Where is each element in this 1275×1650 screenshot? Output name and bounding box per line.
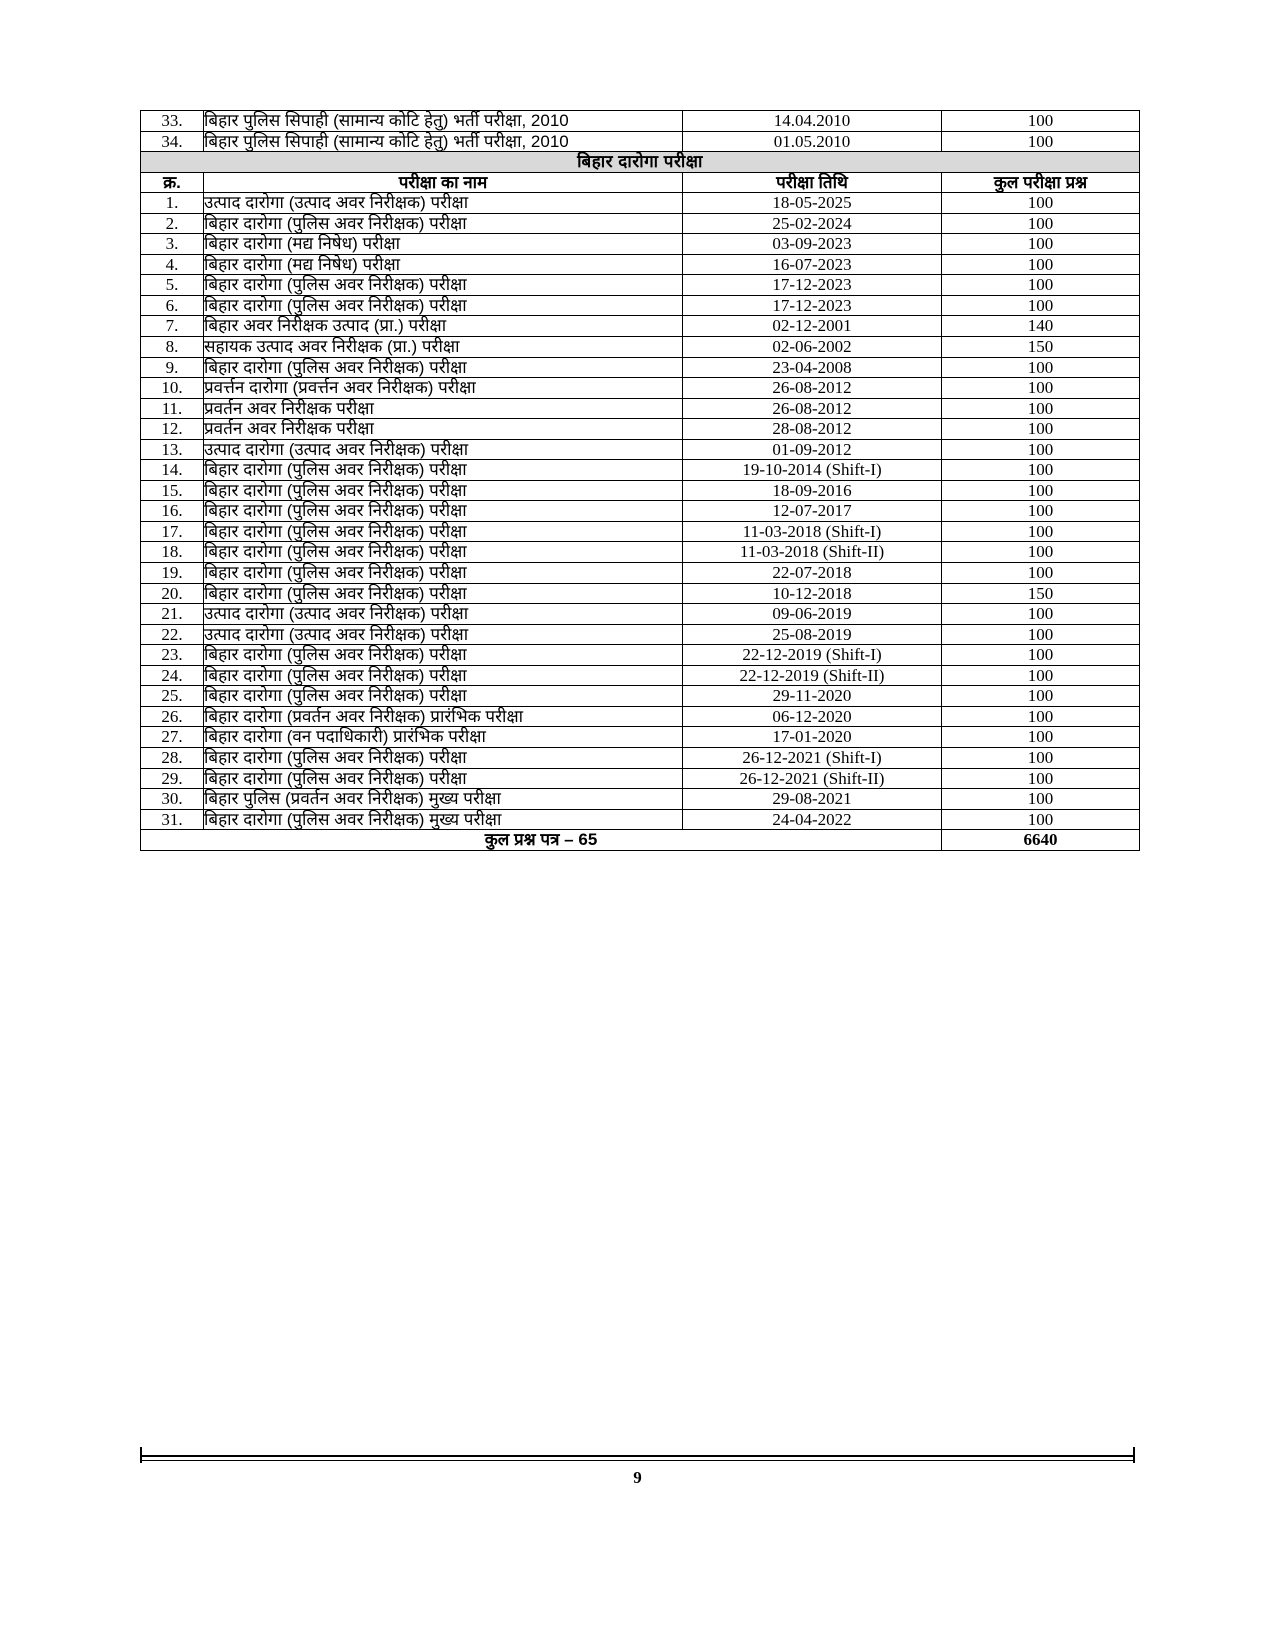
row-question-count: 100 — [942, 768, 1140, 789]
row-exam-name: बिहार दारोगा (पुलिस अवर निरीक्षक) परीक्षा — [204, 747, 683, 768]
table-row — [141, 357, 1140, 378]
row-question-count: 100 — [942, 254, 1140, 275]
row-question-count: 100 — [942, 193, 1140, 214]
row-exam-date: 26-08-2012 — [683, 378, 942, 399]
row-exam-name: उत्पाद दारोगा (उत्पाद अवर निरीक्षक) परीक्षा — [204, 439, 683, 460]
row-exam-date: 10-12-2018 — [683, 583, 942, 604]
row-serial: 28. — [141, 747, 204, 768]
row-question-count: 100 — [942, 234, 1140, 255]
row-question-count: 100 — [942, 460, 1140, 481]
row-exam-name: प्रवर्तन अवर निरीक्षक परीक्षा — [204, 419, 683, 440]
row-exam-name: बिहार दारोगा (पुलिस अवर निरीक्षक) परीक्षा — [204, 563, 683, 584]
row-exam-date: 16-07-2023 — [683, 254, 942, 275]
row-exam-name: बिहार दारोगा (पुलिस अवर निरीक्षक) परीक्षा — [204, 480, 683, 501]
row-exam-name: बिहार दारोगा (वन पदाधिकारी) प्रारंभिक परीक्षा — [204, 727, 683, 748]
row-serial: 20. — [141, 583, 204, 604]
row-question-count: 100 — [942, 480, 1140, 501]
row-serial: 31. — [141, 809, 204, 830]
row-exam-date: 28-08-2012 — [683, 419, 942, 440]
row-exam-name: उत्पाद दारोगा (उत्पाद अवर निरीक्षक) परीक्षा — [204, 193, 683, 214]
row-exam-name: बिहार दारोगा (मद्य निषेध) परीक्षा — [204, 234, 683, 255]
row-exam-name: बिहार दारोगा (पुलिस अवर निरीक्षक) परीक्षा — [204, 768, 683, 789]
row-exam-name: बिहार दारोगा (पुलिस अवर निरीक्षक) परीक्षा — [204, 501, 683, 522]
row-exam-date: 02-12-2001 — [683, 316, 942, 337]
row-exam-date: 29-08-2021 — [683, 789, 942, 810]
table-header-row — [141, 172, 1140, 193]
row-exam-date: 23-04-2008 — [683, 357, 942, 378]
row-exam-name: बिहार दारोगा (पुलिस अवर निरीक्षक) परीक्षा — [204, 275, 683, 296]
row-exam-date: 12-07-2017 — [683, 501, 942, 522]
table-row — [141, 398, 1140, 419]
row-exam-name: बिहार दारोगा (पुलिस अवर निरीक्षक) परीक्षा — [204, 295, 683, 316]
row-exam-date: 09-06-2019 — [683, 604, 942, 625]
row-question-count: 100 — [942, 645, 1140, 666]
row-exam-date: 17-01-2020 — [683, 727, 942, 748]
row-exam-name: बिहार दारोगा (प्रवर्तन अवर निरीक्षक) प्रारंभिक परीक्षा — [204, 706, 683, 727]
row-exam-date: 02-06-2002 — [683, 337, 942, 358]
row-exam-date: 26-08-2012 — [683, 398, 942, 419]
row-question-count: 150 — [942, 337, 1140, 358]
total-row — [141, 830, 1140, 851]
row-question-count: 100 — [942, 131, 1140, 152]
row-question-count: 100 — [942, 501, 1140, 522]
row-serial: 13. — [141, 439, 204, 460]
row-exam-date: 18-09-2016 — [683, 480, 942, 501]
row-question-count: 100 — [942, 624, 1140, 645]
row-exam-date: 14.04.2010 — [683, 111, 942, 132]
row-serial: 24. — [141, 665, 204, 686]
row-serial: 33. — [141, 111, 204, 132]
row-exam-date: 29-11-2020 — [683, 686, 942, 707]
row-exam-date: 11-03-2018 (Shift-II) — [683, 542, 942, 563]
row-exam-name: बिहार पुलिस सिपाही (सामान्य कोटि हेतु) भर्ती परीक्षा, 2010 — [204, 131, 683, 152]
table-row — [141, 275, 1140, 296]
table-row — [141, 295, 1140, 316]
row-question-count: 100 — [942, 111, 1140, 132]
table-row — [141, 583, 1140, 604]
row-exam-date: 26-12-2021 (Shift-II) — [683, 768, 942, 789]
row-exam-date: 11-03-2018 (Shift-I) — [683, 521, 942, 542]
row-question-count: 100 — [942, 419, 1140, 440]
row-serial: 3. — [141, 234, 204, 255]
table-row — [141, 809, 1140, 830]
row-exam-name: बिहार दारोगा (पुलिस अवर निरीक्षक) परीक्षा — [204, 665, 683, 686]
row-exam-name: बिहार दारोगा (पुलिस अवर निरीक्षक) परीक्षा — [204, 686, 683, 707]
section-title-row — [141, 152, 1140, 173]
footer-tick-right — [1133, 1447, 1135, 1463]
row-serial: 23. — [141, 645, 204, 666]
row-serial: 4. — [141, 254, 204, 275]
table-row — [141, 460, 1140, 481]
row-serial: 5. — [141, 275, 204, 296]
table-body — [141, 111, 1140, 851]
header-exam-name: परीक्षा का नाम — [204, 172, 683, 193]
exam-table — [140, 110, 1140, 851]
row-serial: 6. — [141, 295, 204, 316]
row-question-count: 150 — [942, 583, 1140, 604]
table-row — [141, 316, 1140, 337]
row-exam-date: 22-12-2019 (Shift-II) — [683, 665, 942, 686]
table-row — [141, 337, 1140, 358]
footer-divider — [140, 1455, 1135, 1461]
table-row — [141, 727, 1140, 748]
row-exam-name: उत्पाद दारोगा (उत्पाद अवर निरीक्षक) परीक्षा — [204, 604, 683, 625]
row-exam-name: बिहार दारोगा (पुलिस अवर निरीक्षक) परीक्षा — [204, 357, 683, 378]
row-exam-name: बिहार दारोगा (पुलिस अवर निरीक्षक) परीक्षा — [204, 645, 683, 666]
row-question-count: 100 — [942, 275, 1140, 296]
table-row — [141, 111, 1140, 132]
row-serial: 30. — [141, 789, 204, 810]
table-row — [141, 563, 1140, 584]
row-exam-name: उत्पाद दारोगा (उत्पाद अवर निरीक्षक) परीक्षा — [204, 624, 683, 645]
table-row — [141, 645, 1140, 666]
row-question-count: 100 — [942, 542, 1140, 563]
row-question-count: 100 — [942, 706, 1140, 727]
row-serial: 27. — [141, 727, 204, 748]
table-row — [141, 768, 1140, 789]
row-question-count: 100 — [942, 398, 1140, 419]
row-exam-date: 25-02-2024 — [683, 213, 942, 234]
table-row — [141, 706, 1140, 727]
row-question-count: 100 — [942, 563, 1140, 584]
row-serial: 16. — [141, 501, 204, 522]
row-question-count: 100 — [942, 789, 1140, 810]
row-exam-name: बिहार दारोगा (पुलिस अवर निरीक्षक) मुख्य परीक्षा — [204, 809, 683, 830]
header-question-count: कुल परीक्षा प्रश्न — [942, 172, 1140, 193]
row-exam-date: 19-10-2014 (Shift-I) — [683, 460, 942, 481]
table-row — [141, 419, 1140, 440]
table-row — [141, 542, 1140, 563]
row-question-count: 100 — [942, 809, 1140, 830]
row-question-count: 100 — [942, 665, 1140, 686]
row-exam-name: बिहार दारोगा (पुलिस अवर निरीक्षक) परीक्षा — [204, 583, 683, 604]
row-exam-name: बिहार पुलिस (प्रवर्तन अवर निरीक्षक) मुख्य परीक्षा — [204, 789, 683, 810]
row-exam-name: बिहार दारोगा (पुलिस अवर निरीक्षक) परीक्षा — [204, 460, 683, 481]
row-question-count: 100 — [942, 439, 1140, 460]
row-serial: 18. — [141, 542, 204, 563]
header-exam-date: परीक्षा तिथि — [683, 172, 942, 193]
table-row — [141, 439, 1140, 460]
row-serial: 12. — [141, 419, 204, 440]
row-exam-date: 01-09-2012 — [683, 439, 942, 460]
table-row — [141, 604, 1140, 625]
table-row — [141, 254, 1140, 275]
row-exam-name: बिहार अवर निरीक्षक उत्पाद (प्रा.) परीक्षा — [204, 316, 683, 337]
row-serial: 21. — [141, 604, 204, 625]
row-question-count: 100 — [942, 747, 1140, 768]
row-exam-name: बिहार दारोगा (पुलिस अवर निरीक्षक) परीक्षा — [204, 213, 683, 234]
row-question-count: 100 — [942, 727, 1140, 748]
total-value: 6640 — [942, 830, 1140, 851]
table-row — [141, 193, 1140, 214]
row-serial: 9. — [141, 357, 204, 378]
row-exam-date: 03-09-2023 — [683, 234, 942, 255]
table-row — [141, 686, 1140, 707]
row-serial: 10. — [141, 378, 204, 399]
row-serial: 34. — [141, 131, 204, 152]
row-serial: 17. — [141, 521, 204, 542]
row-question-count: 100 — [942, 378, 1140, 399]
row-serial: 25. — [141, 686, 204, 707]
table-row — [141, 131, 1140, 152]
row-serial: 29. — [141, 768, 204, 789]
row-serial: 22. — [141, 624, 204, 645]
row-exam-date: 17-12-2023 — [683, 295, 942, 316]
row-exam-name: बिहार दारोगा (पुलिस अवर निरीक्षक) परीक्षा — [204, 542, 683, 563]
row-exam-name: बिहार दारोगा (मद्य निषेध) परीक्षा — [204, 254, 683, 275]
row-exam-name: सहायक उत्पाद अवर निरीक्षक (प्रा.) परीक्षा — [204, 337, 683, 358]
row-serial: 14. — [141, 460, 204, 481]
table-row — [141, 665, 1140, 686]
row-question-count: 140 — [942, 316, 1140, 337]
table-row — [141, 521, 1140, 542]
page-number: 9 — [633, 1468, 642, 1487]
total-label: कुल प्रश्न पत्र – 65 — [141, 830, 942, 851]
row-exam-name: प्रवर्तन अवर निरीक्षक परीक्षा — [204, 398, 683, 419]
table-row — [141, 747, 1140, 768]
table-row — [141, 234, 1140, 255]
row-question-count: 100 — [942, 604, 1140, 625]
row-exam-date: 17-12-2023 — [683, 275, 942, 296]
table-row — [141, 378, 1140, 399]
table-row — [141, 624, 1140, 645]
row-question-count: 100 — [942, 295, 1140, 316]
row-exam-date: 24-04-2022 — [683, 809, 942, 830]
row-serial: 1. — [141, 193, 204, 214]
row-serial: 26. — [141, 706, 204, 727]
header-serial: क्र. — [141, 172, 204, 193]
row-exam-date: 06-12-2020 — [683, 706, 942, 727]
row-serial: 11. — [141, 398, 204, 419]
row-exam-date: 01.05.2010 — [683, 131, 942, 152]
row-exam-name: प्रवर्त्तन दारोगा (प्रवर्त्तन अवर निरीक्षक) परीक्षा — [204, 378, 683, 399]
row-question-count: 100 — [942, 686, 1140, 707]
row-exam-date: 26-12-2021 (Shift-I) — [683, 747, 942, 768]
row-question-count: 100 — [942, 357, 1140, 378]
row-serial: 2. — [141, 213, 204, 234]
row-exam-name: बिहार पुलिस सिपाही (सामान्य कोटि हेतु) भर्ती परीक्षा, 2010 — [204, 111, 683, 132]
row-exam-date: 22-12-2019 (Shift-I) — [683, 645, 942, 666]
table-row — [141, 213, 1140, 234]
row-exam-date: 22-07-2018 — [683, 563, 942, 584]
footer-tick-left — [140, 1447, 142, 1463]
row-question-count: 100 — [942, 521, 1140, 542]
row-serial: 19. — [141, 563, 204, 584]
row-serial: 8. — [141, 337, 204, 358]
row-serial: 7. — [141, 316, 204, 337]
table-row — [141, 480, 1140, 501]
row-serial: 15. — [141, 480, 204, 501]
row-exam-date: 25-08-2019 — [683, 624, 942, 645]
section-title: बिहार दारोगा परीक्षा — [141, 152, 1140, 173]
table-row — [141, 789, 1140, 810]
row-exam-date: 18-05-2025 — [683, 193, 942, 214]
table-row — [141, 501, 1140, 522]
row-exam-name: बिहार दारोगा (पुलिस अवर निरीक्षक) परीक्षा — [204, 521, 683, 542]
row-question-count: 100 — [942, 213, 1140, 234]
